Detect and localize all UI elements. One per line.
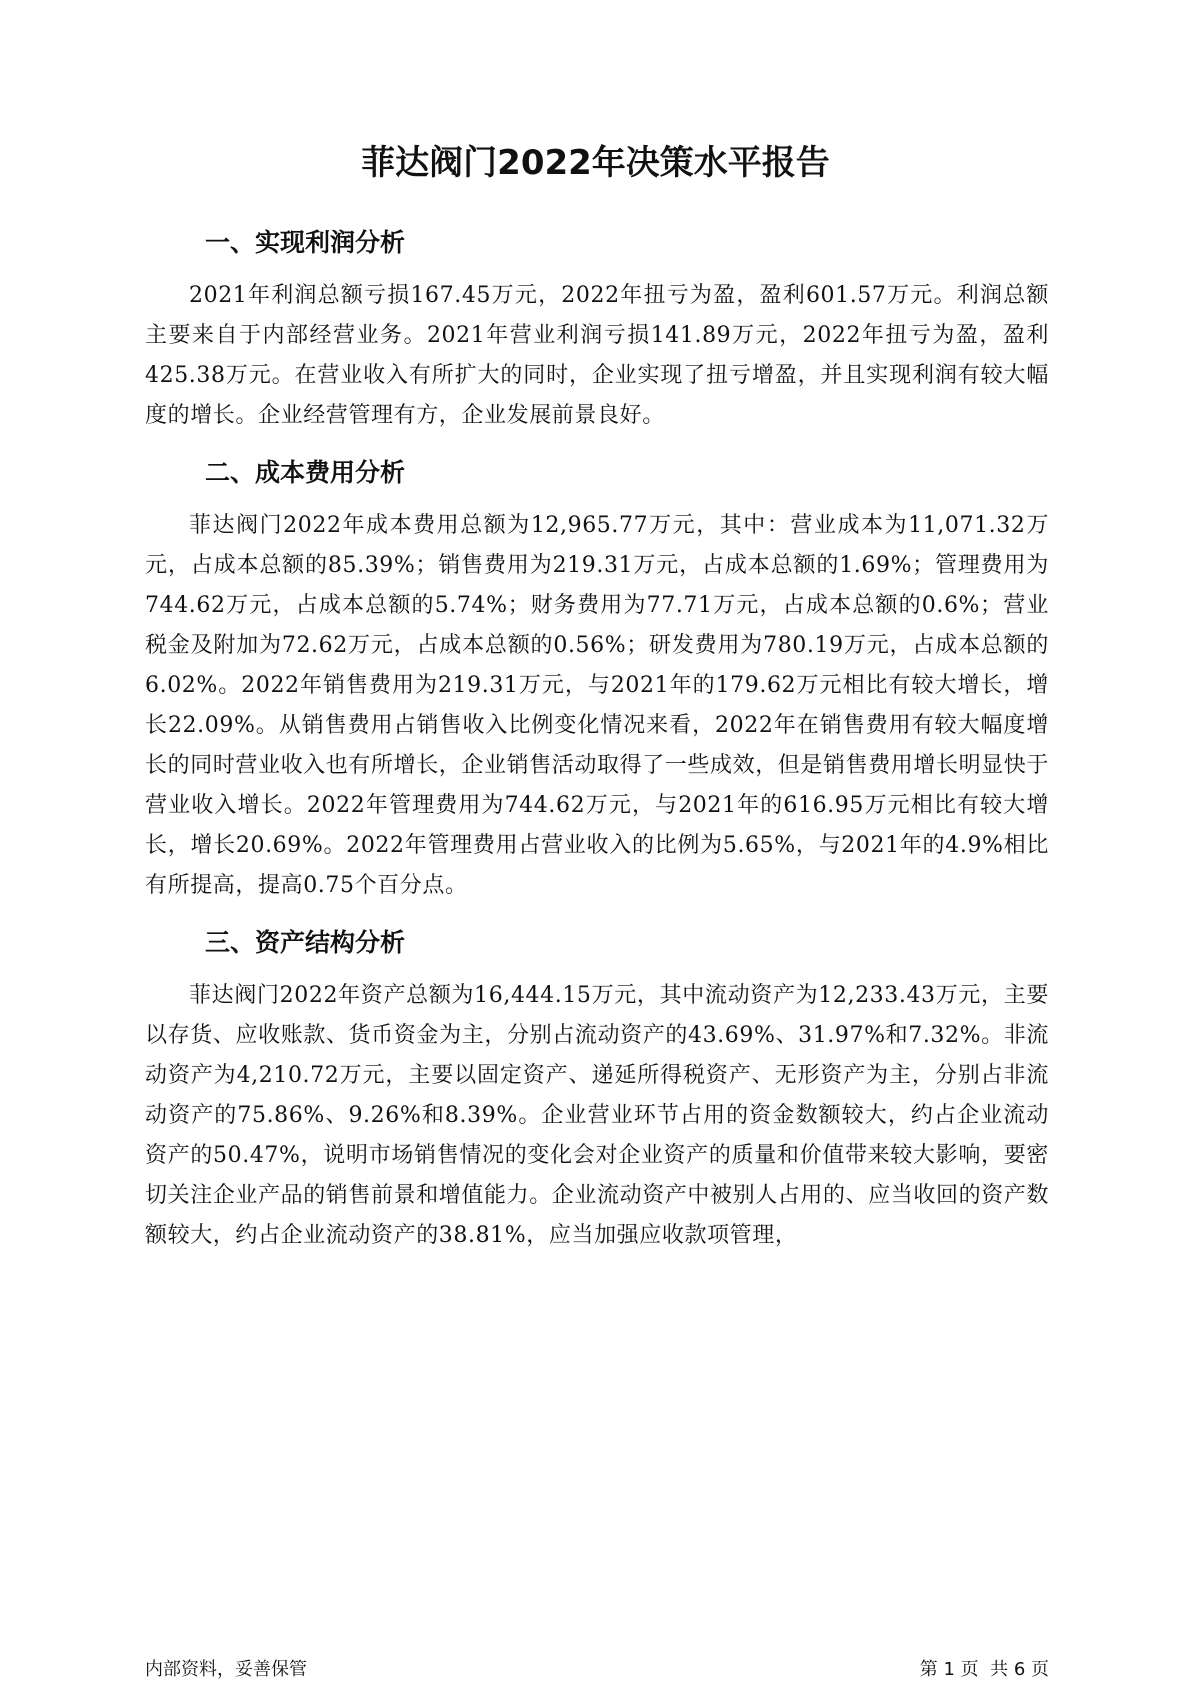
- section-heading: 三、资产结构分析: [205, 928, 406, 957]
- section-heading: 一、实现利润分析: [205, 228, 406, 257]
- confidential-note: 内部资料，妥善保管: [145, 1659, 307, 1680]
- section-heading: 二、成本费用分析: [205, 458, 406, 487]
- section-profit-analysis: [145, 218, 1049, 436]
- section-paragraph: 菲达阀门2022年资产总额为16,444.15万元，其中流动资产为12,233.43万元，主要以存货、应收账款、货币资金为主，分别占流动资产的43.69%、31.97%和7.32%。非流动资产为4,210.72万元，主要以固定资产、递延所得税资产、无形资产为主，分别占非流动资产的75.86%、9.26%和8.39%。企业营业环节占用的资金数额较大，约占企业流动资产的50.47%，说明市场销售情况的变化会对企业资产的质量和价值带来较大影响，要密切关注企业产品的销售前景和增值能力。企业流动资产中被别人占用的、应当收回的资产数额较大，约占企业流动资产的38.81%，应当加强应收款项管理，: [145, 983, 1050, 1248]
- section-paragraph: 菲达阀门2022年成本费用总额为12,965.77万元，其中：营业成本为11,071.32万元，占成本总额的85.39%；销售费用为219.31万元，占成本总额的1.69%；管理费用为744.62万元，占成本总额的5.74%；财务费用为77.71万元，占成本总额的0.6%；营业税金及附加为72.62万元，占成本总额的0.56%；研发费用为780.19万元，占成本总额的6.02%。2022年销售费用为219.31万元，与2021年的179.62万元相比有较大增长，增长22.09%。从销售费用占销售收入比例变化情况来看，2022年在销售费用有较大幅度增长的同时营业收入也有所增长，企业销售活动取得了一些成效，但是销售费用增长明显快于营业收入增长。2022年管理费用为744.62万元，与2021年的616.95万元相比有较大增长，增长20.69%。2022年管理费用占营业收入的比例为5.65%，与2021年的4.9%相比有所提高，提高0.75个百分点。: [145, 513, 1050, 898]
- page-number: 第 1 页 共 6 页: [919, 1659, 1049, 1680]
- section-asset-structure: [145, 918, 1049, 1256]
- document-body: [145, 218, 1049, 1268]
- section-paragraph: 2021年利润总额亏损167.45万元，2022年扭亏为盈，盈利601.57万元。利润总额主要来自于内部经营业务。2021年营业利润亏损141.89万元，2022年扭亏为盈，盈利425.38万元。在营业收入有所扩大的同时，企业实现了扭亏增盈，并且实现利润有较大幅度的增长。企业经营管理有方，企业发展前景良好。: [145, 283, 1049, 428]
- document-title: 菲达阀门2022年决策水平报告: [361, 143, 830, 183]
- section-cost-analysis: [145, 448, 1049, 906]
